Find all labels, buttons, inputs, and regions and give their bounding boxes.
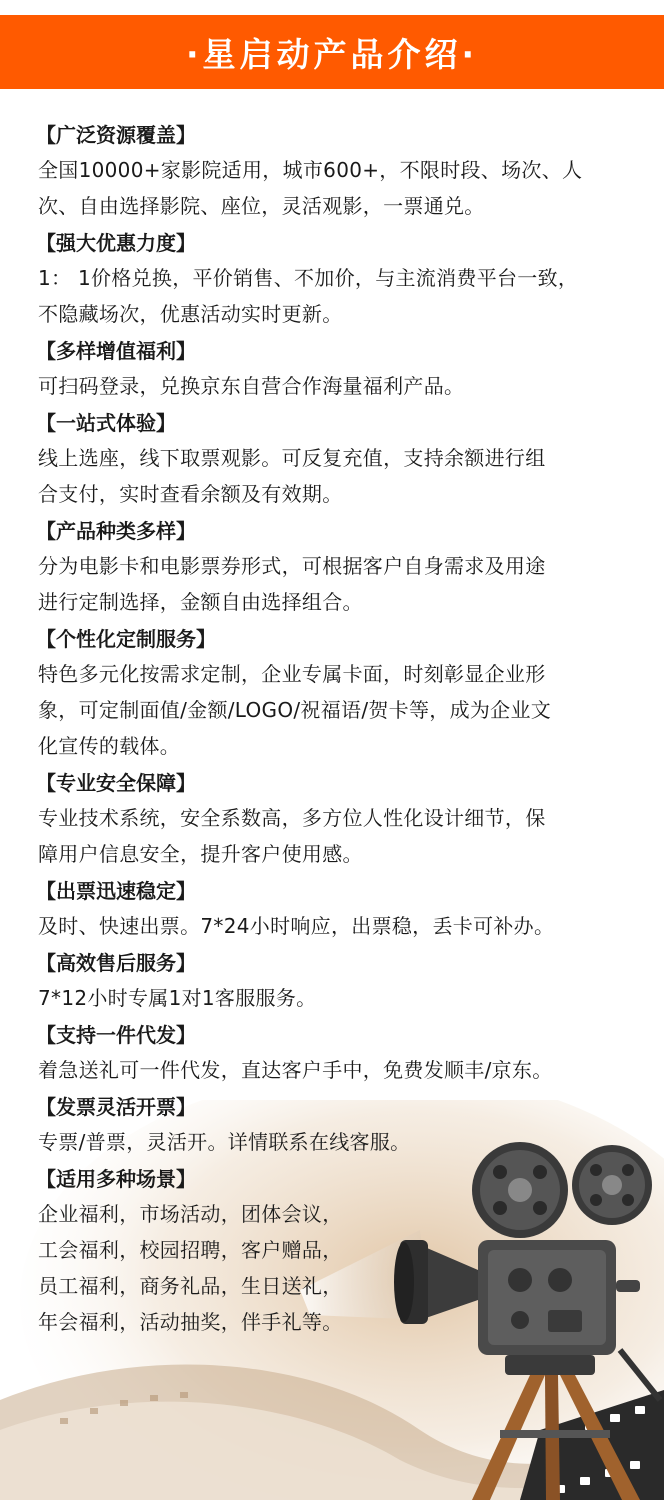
section-body (38, 260, 638, 332)
section-body (38, 1052, 638, 1088)
section-title: 【个性化定制服务】 (36, 627, 216, 651)
section-text-line: 分为电影卡和电影票券形式，可根据客户自身需求及用途 (38, 554, 546, 578)
section-text-line: 工会福利，校园招聘，客户赠品， (38, 1238, 343, 1262)
section-title: 【强大优惠力度】 (36, 231, 196, 255)
feature-section (38, 1162, 638, 1340)
section-body (38, 980, 638, 1016)
section-text-line: 专票/普票，灵活开。详情联系在线客服。 (38, 1130, 411, 1154)
feature-section (38, 1090, 638, 1160)
section-title: 【多样增值福利】 (36, 339, 196, 363)
section-text-line: 不隐藏场次，优惠活动实时更新。 (38, 302, 343, 326)
section-text-line: 及时、快速出票。7*24小时响应，出票稳，丢卡可补办。 (38, 914, 555, 938)
section-title: 【出票迅速稳定】 (36, 879, 196, 903)
section-title: 【支持一件代发】 (36, 1023, 196, 1047)
section-text-line: 线上选座，线下取票观影。可反复充值，支持余额进行组 (38, 446, 546, 470)
section-text-line: 全国10000+家影院适用，城市600+，不限时段、场次、人 (38, 158, 583, 182)
feature-section (38, 334, 638, 404)
section-text-line: 企业福利，市场活动，团体会议， (38, 1202, 343, 1226)
feature-section (38, 622, 638, 764)
section-title: 【专业安全保障】 (36, 771, 196, 795)
product-intro-content (38, 118, 638, 1342)
section-title: 【高效售后服务】 (36, 951, 196, 975)
section-title: 【适用多种场景】 (36, 1167, 196, 1191)
section-body (38, 152, 638, 224)
section-text-line: 年会福利，活动抽奖，伴手礼等。 (38, 1310, 343, 1334)
section-body (38, 1196, 638, 1340)
section-text-line: 着急送礼可一件代发，直达客户手中，免费发顺丰/京东。 (38, 1058, 553, 1082)
section-text-line: 员工福利，商务礼品，生日送礼， (38, 1274, 343, 1298)
section-body (38, 908, 638, 944)
section-text-line: 象，可定制面值/金额/LOGO/祝福语/贺卡等，成为企业文 (38, 698, 552, 722)
feature-section (38, 514, 638, 620)
section-text-line: 合支付，实时查看余额及有效期。 (38, 482, 343, 506)
section-body (38, 548, 638, 620)
section-text-line: 化宣传的载体。 (38, 734, 181, 758)
feature-section (38, 226, 638, 332)
section-text-line: 1： 1价格兑换，平价销售、不加价，与主流消费平台一致， (38, 266, 579, 290)
section-title: 【发票灵活开票】 (36, 1095, 196, 1119)
section-text-line: 特色多元化按需求定制，企业专属卡面，时刻彰显企业形 (38, 662, 546, 686)
section-body (38, 440, 638, 512)
section-title: 【产品种类多样】 (36, 519, 196, 543)
feature-section (38, 406, 638, 512)
section-text-line: 专业技术系统，安全系数高，多方位人性化设计细节，保 (38, 806, 546, 830)
header-banner (0, 15, 664, 89)
section-text-line: 7*12小时专属1对1客服服务。 (38, 986, 317, 1010)
page-title: ·星启动产品介绍· (185, 34, 479, 74)
feature-section (38, 874, 638, 944)
section-title: 【一站式体验】 (36, 411, 176, 435)
feature-section (38, 118, 638, 224)
section-body (38, 368, 638, 404)
feature-section (38, 946, 638, 1016)
feature-section (38, 1018, 638, 1088)
section-text-line: 进行定制选择，金额自由选择组合。 (38, 590, 363, 614)
feature-section (38, 766, 638, 872)
section-title: 【广泛资源覆盖】 (36, 123, 196, 147)
section-text-line: 可扫码登录，兑换京东自营合作海量福利产品。 (38, 374, 465, 398)
section-body (38, 800, 638, 872)
section-body (38, 656, 638, 764)
section-body (38, 1124, 638, 1160)
section-text-line: 次、自由选择影院、座位，灵活观影，一票通兑。 (38, 194, 485, 218)
section-text-line: 障用户信息安全，提升客户使用感。 (38, 842, 363, 866)
